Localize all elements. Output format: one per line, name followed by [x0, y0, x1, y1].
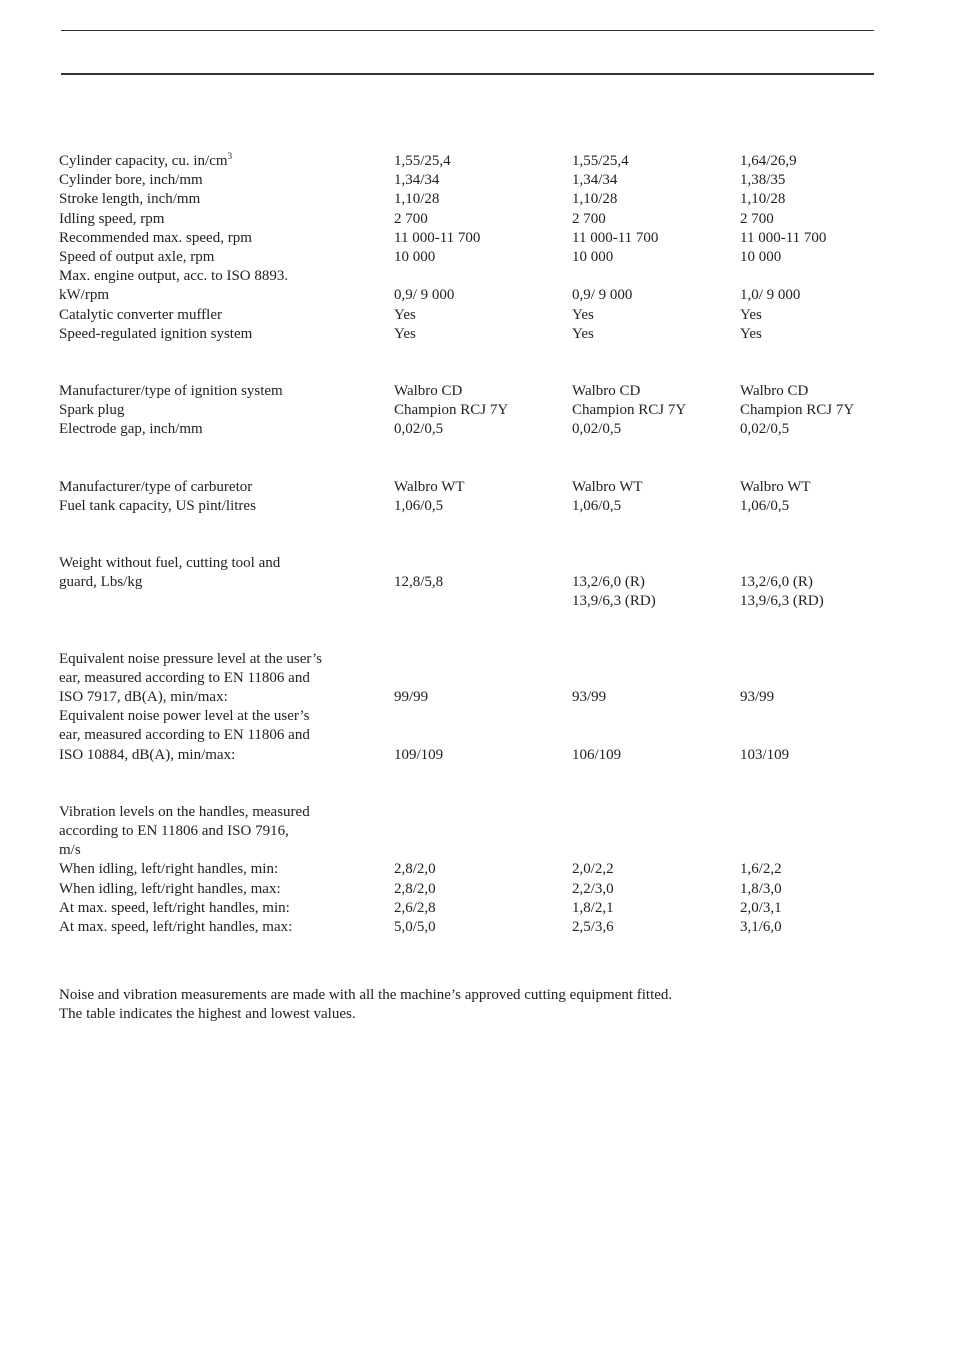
spec-value-model-2: Champion RCJ 7Y	[572, 402, 687, 419]
spec-row	[59, 918, 919, 937]
spec-row	[59, 880, 919, 899]
spec-value-model-2: 1,55/25,4	[572, 153, 629, 169]
spec-value-model-1: 99/99	[394, 689, 429, 706]
spec-row	[59, 478, 919, 497]
footnote-line: The table indicates the highest and lowest values.	[59, 1006, 356, 1023]
footnotes	[59, 986, 879, 1024]
spec-label: Spark plug	[59, 402, 125, 419]
spec-value-model-2: 2 700	[572, 210, 606, 227]
spec-value-model-2: 1,34/34	[572, 172, 618, 189]
spec-value-model-3: Champion RCJ 7Y	[740, 402, 855, 419]
spec-row	[59, 171, 919, 190]
spec-value-model-2: Yes	[572, 325, 594, 342]
spec-row	[59, 306, 919, 325]
spec-row	[59, 420, 919, 439]
spec-value-model-3: 1,0/ 9 000	[740, 287, 801, 304]
spec-value-model-2: 0,9/ 9 000	[572, 287, 633, 304]
spec-row	[59, 803, 919, 861]
spec-label: Cylinder bore, inch/mm	[59, 172, 203, 189]
spec-value-model-1: Walbro CD	[394, 383, 463, 400]
spec-value-model-2: 2,0/2,2	[572, 861, 614, 878]
spec-row	[59, 152, 919, 171]
spec-row	[59, 899, 919, 918]
spec-value-model-3: 2 700	[740, 210, 774, 227]
spec-value-model-1: 1,34/34	[394, 172, 440, 189]
spec-value-model-1: 0,9/ 9 000	[394, 287, 455, 304]
spec-value-model-2: 10 000	[572, 249, 614, 266]
spec-value-model-2: 106/109	[572, 746, 622, 763]
spec-value-model-1: 2,6/2,8	[394, 899, 436, 916]
spec-value-model-3: 1,38/35	[740, 172, 786, 189]
spec-value-model-1: 2,8/2,0	[394, 861, 436, 878]
spec-value-model-3: Yes	[740, 325, 762, 342]
spec-section	[59, 803, 919, 937]
spec-label: At max. speed, left/right handles, max:	[59, 919, 293, 936]
spec-label: Idling speed, rpm	[59, 210, 165, 227]
spec-value-model-1: Yes	[394, 306, 416, 323]
spec-section	[59, 478, 919, 516]
spec-value-model-3: 11 000-11 700	[740, 229, 827, 246]
footnote-line: Noise and vibration measurements are made with all the machine’s approved cutting equipment fitted.	[59, 987, 673, 1003]
spec-label: Manufacturer/type of carburetor	[59, 478, 253, 495]
spec-row	[59, 860, 919, 879]
spec-value-model-1	[394, 803, 572, 861]
spec-value-model-1: 10 000	[394, 249, 436, 266]
spec-value-model-3: 1,06/0,5	[740, 497, 790, 514]
spec-label: Cylinder capacity, cu. $in/cm^3$	[59, 151, 233, 169]
spec-label: Manufacturer/type of ignition system	[59, 383, 283, 400]
spec-value-model-1: 0,02/0,5	[394, 421, 444, 438]
spec-value-model-1: Champion RCJ 7Y	[394, 402, 509, 419]
spec-label: Equivalent noise pressure level at the user’s ear, measured according to EN 11806 and ISO 7917, dB(A), min/max:	[59, 650, 322, 706]
spec-row	[59, 497, 919, 516]
spec-label: Max. engine output, acc. to ISO 8893. kW/rpm	[59, 268, 289, 304]
spec-value-model-1: 11 000-11 700	[394, 229, 481, 246]
spec-label: Stroke length, inch/mm	[59, 191, 201, 208]
spec-value-model-3: Walbro WT	[740, 478, 811, 495]
spec-value-model-3: 103/109	[740, 746, 790, 763]
spec-label: Weight without fuel, cutting tool and guard, Lbs/kg	[59, 555, 281, 591]
spec-value-model-1: 2 700	[394, 210, 428, 227]
spec-value-model-3: Walbro CD	[740, 383, 809, 400]
spec-label: Catalytic converter muffler	[59, 306, 222, 323]
spec-label: Electrode gap, inch/mm	[59, 421, 203, 438]
spec-value-model-2: 1,8/2,1	[572, 899, 614, 916]
spec-row	[59, 325, 919, 344]
spec-value-model-3: 1,6/2,2	[740, 861, 782, 878]
spec-value-model-1: 2,8/2,0	[394, 880, 436, 897]
spec-value-model-2: Walbro CD	[572, 383, 641, 400]
spec-label: Equivalent noise power level at the user’s ear, measured according to EN 11806 and ISO 10884, dB(A), min/max:	[59, 708, 310, 763]
spec-row	[59, 210, 919, 229]
spec-value-model-2: 93/99	[572, 689, 607, 706]
spec-value-model-3: 0,02/0,5	[740, 421, 790, 438]
spec-row	[59, 229, 919, 248]
spec-label: At max. speed, left/right handles, min:	[59, 899, 290, 916]
spec-row	[59, 248, 919, 267]
spec-row	[59, 267, 919, 305]
spec-value-model-1: 1,06/0,5	[394, 497, 444, 514]
spec-label: Speed of output axle, rpm	[59, 249, 215, 266]
spec-value-model-3: 1,64/26,9	[740, 153, 797, 169]
spec-value-model-2: 2,2/3,0	[572, 880, 614, 897]
spec-label: Vibration levels on the handles, measured according to EN 11806 and ISO 7916, m/s	[59, 803, 310, 859]
spec-value-model-3: 10 000	[740, 249, 782, 266]
spec-value-model-2: 2,5/3,6	[572, 919, 614, 936]
superscript-3: 3	[227, 151, 233, 161]
spec-label: When idling, left/right handles, min:	[59, 861, 279, 878]
spec-value-model-2: 13,2/6,0 (R) 13,9/6,3 (RD)	[572, 574, 656, 610]
spec-label: Speed-regulated ignition system	[59, 325, 253, 342]
spec-section	[59, 382, 919, 440]
spec-row	[59, 382, 919, 401]
spec-value-model-2	[572, 803, 740, 861]
spec-value-model-2: 11 000-11 700	[572, 229, 659, 246]
spec-value-model-2: Walbro WT	[572, 478, 643, 495]
top-rule	[61, 30, 874, 31]
header-rule	[61, 73, 874, 75]
spec-value-model-1: Yes	[394, 325, 416, 342]
spec-value-model-1: 12,8/5,8	[394, 574, 444, 591]
spec-value-model-2: 1,06/0,5	[572, 497, 622, 514]
spec-label: Fuel tank capacity, US pint/litres	[59, 497, 256, 514]
spec-value-model-1: 1,10/28	[394, 191, 440, 208]
spec-label: Recommended max. speed, rpm	[59, 229, 252, 246]
spec-row	[59, 554, 919, 612]
spec-section	[59, 554, 919, 612]
spec-value-model-3: 93/99	[740, 689, 775, 706]
spec-value-model-1: 5,0/5,0	[394, 919, 436, 936]
spec-value-model-1: 1,55/25,4	[394, 153, 451, 169]
spec-section	[59, 650, 919, 765]
spec-row	[59, 650, 919, 708]
spec-value-model-3: 2,0/3,1	[740, 899, 782, 916]
spec-value-model-3	[740, 803, 919, 861]
spec-value-model-3: 1,10/28	[740, 191, 786, 208]
spec-label: When idling, left/right handles, max:	[59, 880, 281, 897]
spec-value-model-1: Walbro WT	[394, 478, 465, 495]
spec-row	[59, 190, 919, 209]
spec-row	[59, 401, 919, 420]
spec-value-model-3: 1,8/3,0	[740, 880, 782, 897]
spec-value-model-2: 1,10/28	[572, 191, 618, 208]
spec-value-model-1: 109/109	[394, 746, 444, 763]
spec-value-model-3: 13,2/6,0 (R) 13,9/6,3 (RD)	[740, 574, 824, 610]
spec-value-model-3: Yes	[740, 306, 762, 323]
spec-value-model-2: 0,02/0,5	[572, 421, 622, 438]
technical-data-table	[59, 152, 919, 975]
spec-value-model-2: Yes	[572, 306, 594, 323]
spec-section	[59, 152, 919, 344]
spec-value-model-3: 3,1/6,0	[740, 919, 782, 936]
spec-row	[59, 707, 919, 765]
